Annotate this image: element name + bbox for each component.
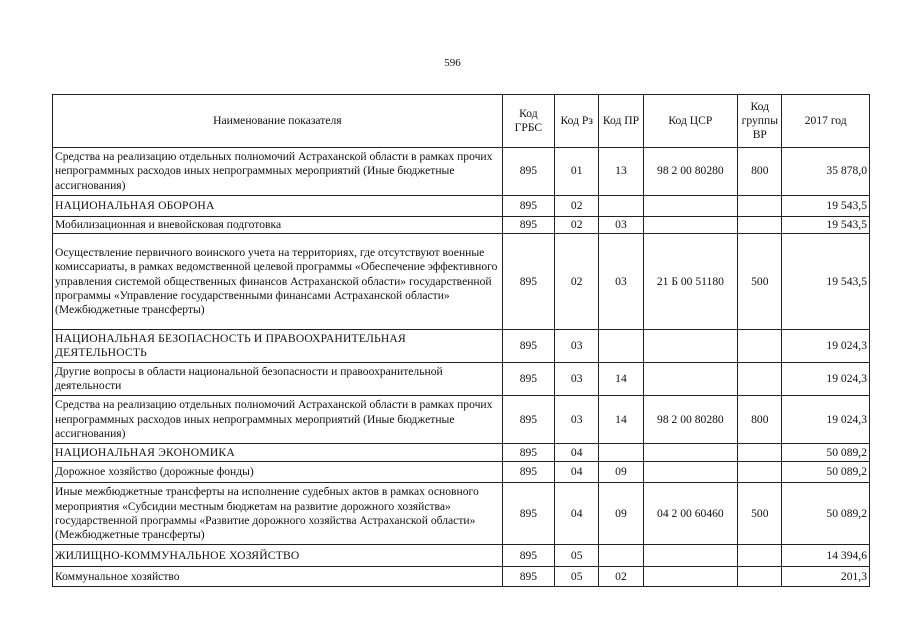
table-row xyxy=(53,483,870,545)
cell-grbs: 895 xyxy=(502,217,554,234)
cell-pr xyxy=(599,545,643,567)
cell-grbs: 895 xyxy=(502,196,554,217)
cell-csr: 04 2 00 60460 xyxy=(643,483,738,545)
cell-csr xyxy=(643,363,738,396)
cell-rz: 02 xyxy=(555,217,599,234)
table-body xyxy=(53,148,870,587)
cell-rz: 02 xyxy=(555,234,599,330)
cell-rz: 05 xyxy=(555,567,599,587)
cell-csr xyxy=(643,196,738,217)
cell-vr xyxy=(738,444,782,462)
cell-pr xyxy=(599,444,643,462)
cell-rz: 03 xyxy=(555,330,599,363)
cell-vr xyxy=(738,462,782,483)
budget-table xyxy=(52,94,870,587)
cell-csr xyxy=(643,545,738,567)
cell-csr: 21 Б 00 51180 xyxy=(643,234,738,330)
cell-name: НАЦИОНАЛЬНАЯ БЕЗОПАСНОСТЬ И ПРАВООХРАНИТЕЛЬНАЯ ДЕЯТЕЛЬНОСТЬ xyxy=(53,330,503,363)
cell-csr: 98 2 00 80280 xyxy=(643,148,738,196)
cell-csr xyxy=(643,567,738,587)
cell-name: Средства на реализацию отдельных полномочий Астраханской области в рамках прочих непрограммных расходов иных непрограммных мероприятий (Иные бюджетные ассигнования) xyxy=(53,396,503,444)
table-row xyxy=(53,196,870,217)
table-row xyxy=(53,567,870,587)
cell-vr: 800 xyxy=(738,148,782,196)
cell-pr xyxy=(599,330,643,363)
cell-pr: 09 xyxy=(599,462,643,483)
table-row xyxy=(53,363,870,396)
header-year: 2017 год xyxy=(782,95,870,148)
cell-name: Осуществление первичного воинского учета на территориях, где отсутствуют военные комиссариаты, в рамках ведомственной целевой программы «Обеспечение эффективного управления системой общественных финансов Астраханской области» государственной программы «Управление государственными финансами Астраханской области» (Межбюджетные трансферты) xyxy=(53,234,503,330)
cell-grbs: 895 xyxy=(502,545,554,567)
cell-vr xyxy=(738,330,782,363)
cell-rz: 04 xyxy=(555,483,599,545)
cell-rz: 01 xyxy=(555,148,599,196)
cell-sum: 19 024,3 xyxy=(782,363,870,396)
cell-sum: 19 024,3 xyxy=(782,396,870,444)
cell-sum: 50 089,2 xyxy=(782,444,870,462)
cell-name: НАЦИОНАЛЬНАЯ ОБОРОНА xyxy=(53,196,503,217)
cell-rz: 04 xyxy=(555,444,599,462)
cell-vr: 500 xyxy=(738,234,782,330)
cell-csr xyxy=(643,444,738,462)
cell-name: Дорожное хозяйство (дорожные фонды) xyxy=(53,462,503,483)
cell-pr: 09 xyxy=(599,483,643,545)
cell-name: Средства на реализацию отдельных полномочий Астраханской области в рамках прочих непрограммных расходов иных непрограммных мероприятий (Иные бюджетные ассигнования) xyxy=(53,148,503,196)
cell-sum: 201,3 xyxy=(782,567,870,587)
cell-rz: 05 xyxy=(555,545,599,567)
table-row xyxy=(53,330,870,363)
table-row xyxy=(53,234,870,330)
cell-grbs: 895 xyxy=(502,567,554,587)
cell-name: Коммунальное хозяйство xyxy=(53,567,503,587)
cell-sum: 19 543,5 xyxy=(782,196,870,217)
cell-vr xyxy=(738,217,782,234)
table-row xyxy=(53,396,870,444)
cell-grbs: 895 xyxy=(502,444,554,462)
cell-sum: 35 878,0 xyxy=(782,148,870,196)
cell-sum: 19 543,5 xyxy=(782,234,870,330)
cell-pr xyxy=(599,196,643,217)
cell-name: ЖИЛИЩНО-КОММУНАЛЬНОЕ ХОЗЯЙСТВО xyxy=(53,545,503,567)
cell-grbs: 895 xyxy=(502,330,554,363)
cell-rz: 03 xyxy=(555,363,599,396)
cell-grbs: 895 xyxy=(502,462,554,483)
cell-sum: 19 543,5 xyxy=(782,217,870,234)
cell-grbs: 895 xyxy=(502,148,554,196)
cell-sum: 50 089,2 xyxy=(782,483,870,545)
table-header-row xyxy=(53,95,870,148)
cell-sum: 50 089,2 xyxy=(782,462,870,483)
cell-grbs: 895 xyxy=(502,363,554,396)
cell-grbs: 895 xyxy=(502,483,554,545)
header-csr: Код ЦСР xyxy=(643,95,738,148)
cell-pr: 13 xyxy=(599,148,643,196)
cell-sum: 14 394,6 xyxy=(782,545,870,567)
table-row xyxy=(53,148,870,196)
cell-pr: 03 xyxy=(599,234,643,330)
table-row xyxy=(53,545,870,567)
cell-csr xyxy=(643,462,738,483)
cell-vr xyxy=(738,363,782,396)
cell-vr xyxy=(738,196,782,217)
table-row xyxy=(53,444,870,462)
cell-pr: 14 xyxy=(599,363,643,396)
table-row xyxy=(53,217,870,234)
header-name: Наименование показателя xyxy=(53,95,503,148)
cell-vr: 500 xyxy=(738,483,782,545)
header-pr: Код ПР xyxy=(599,95,643,148)
cell-name: Иные межбюджетные трансферты на исполнение судебных актов в рамках основного мероприятия «Субсидии местным бюджетам на развитие дорожного хозяйства» государственной программы «Развитие дорожного хозяйства Астраханской области» (Межбюджетные трансферты) xyxy=(53,483,503,545)
cell-rz: 03 xyxy=(555,396,599,444)
cell-grbs: 895 xyxy=(502,234,554,330)
cell-csr xyxy=(643,330,738,363)
header-rz: Код Рз xyxy=(555,95,599,148)
cell-name: НАЦИОНАЛЬНАЯ ЭКОНОМИКА xyxy=(53,444,503,462)
cell-csr xyxy=(643,217,738,234)
cell-name: Мобилизационная и вневойсковая подготовка xyxy=(53,217,503,234)
cell-vr xyxy=(738,567,782,587)
cell-rz: 04 xyxy=(555,462,599,483)
cell-pr: 02 xyxy=(599,567,643,587)
cell-rz: 02 xyxy=(555,196,599,217)
cell-vr: 800 xyxy=(738,396,782,444)
cell-csr: 98 2 00 80280 xyxy=(643,396,738,444)
cell-vr xyxy=(738,545,782,567)
table-row xyxy=(53,462,870,483)
cell-sum: 19 024,3 xyxy=(782,330,870,363)
cell-pr: 14 xyxy=(599,396,643,444)
cell-pr: 03 xyxy=(599,217,643,234)
header-vr: Код группы ВР xyxy=(738,95,782,148)
cell-grbs: 895 xyxy=(502,396,554,444)
header-grbs: Код ГРБС xyxy=(502,95,554,148)
page-number: 596 xyxy=(444,57,461,69)
cell-name: Другие вопросы в области национальной безопасности и правоохранительной деятельности xyxy=(53,363,503,396)
